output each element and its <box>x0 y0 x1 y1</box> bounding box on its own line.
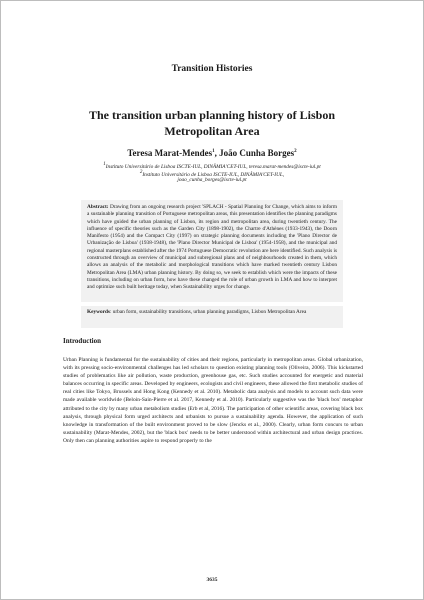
affiliation-1-sup: 1 <box>103 162 106 167</box>
abstract-box <box>81 200 343 302</box>
author-2: João Cunha Borges <box>219 148 295 158</box>
keywords-text: : urban form, sustainability transitions, urban planning paradigms, Lisbon Metropolitan Area <box>109 309 307 315</box>
author-line <box>1 148 423 158</box>
affiliation-1-text: Instituto Universitário de Lisboa ISCTE-IUL, DINÂMIA'CET-IUL, teresa.marat-mendes@iscte-iul.pt <box>105 163 321 170</box>
paper-title: The transition urban planning history of Lisbon Metropolitan Area <box>88 108 336 138</box>
affiliation-2-text: Instituto Universitário de Lisboa ISCTE-IUL, DINÂMIA'CET-IUL, <box>142 171 285 178</box>
author-separator: , <box>214 148 220 158</box>
keywords-label: Keywords <box>87 309 110 315</box>
author-1-sup: 1 <box>212 149 215 154</box>
abstract-label: Abstract: <box>87 204 109 210</box>
abstract-text: Drawing from an ongoing research project 'SPLACH - Spatial Planning for Change, which aims to inform a sustainable planning transition of Portuguese metropolitan areas, this presentation identifies the planning paradigms which have guided the urban planning of Lisbon, its region and metropolitan area, during twentieth century. The influence of specific theories such as the Garden City (1898-1902), the Chartre d'Athènes (1933-1943), the Doorn Manifesto (1954) and the Compact City (1997) on strategic planning documents including the 'Plano Director de Urbanização de Lisboa' (1938-1948), the 'Plano Director Municipal de Lisboa' (1954-1958), and the municipal and regional masterplans established after the 1974 Portuguese Democratic revolution are here identified. Such analysis is constructed through an overview of municipal and subregional plans and of neighbourhoods created in them, which allows an analysis of the metabolic and morphological transitions which have marked twentieth century Lisbon Metropolitan Area (LMA) urban planning history. By doing so, we seek to establish which were the impacts of these transitions, including on urban form, how have these changed the role of urban growth in LMA and how to interpret and optimize such built heritage today, when Sustainability urges for change. <box>87 204 337 291</box>
introduction-body: Urban Planning is fundamental for the sustainability of cities and their regions, particularly in metropolitan areas. Global urbanization, with its pressing socio-environmental challenges has led scholars to question existing planning tools (Oliveira, 2006). This kickstarted studies of problematics like air pollution, waste production, greenhouse gas, etc. Such studies accounted for energetic and material balances occurring in specific areas. Developed by engineers, ecologists and civil engineers, these allowed the first metabolic studies of real cities like Tokyo, Brussels and Hong Kong (Kennedy et al. 2010). Metabolic data analysis and models to account such data were made available worldwide (Beloin-Sain-Pierre et al. 2017, Kennedy et al. 2010). Particularly suggestive was the 'black box' metaphor attributed to the city by many urban metabolism studies (Erb et al, 2016). The participation of other scientific areas, covering black box analysis, through physical form urged architects and urbanists to pursue a sustainability agenda. However, the application of such knowledge in transformation of the built environment proved to be slow (Jencks et al., 2000). Clearly, urban form concurs to urban sustainability (Marat-Mendes, 2002), but the 'black box' needs to be better understood within architectural and urban design practices. Only then can planning authorities aspire to respond properly to the <box>63 357 363 444</box>
author-1: Teresa Marat-Mendes <box>127 148 213 158</box>
keywords-box <box>81 306 343 328</box>
author-2-sup: 2 <box>294 149 297 154</box>
page-number: 3635 <box>206 577 218 583</box>
section-header: Transition Histories <box>171 64 253 74</box>
affiliation-2-sup: 2 <box>139 170 143 175</box>
introduction-heading: Introduction <box>63 337 101 345</box>
affiliation-2-email: joao_cunha_borges@iscte-iul.pt <box>177 177 247 183</box>
